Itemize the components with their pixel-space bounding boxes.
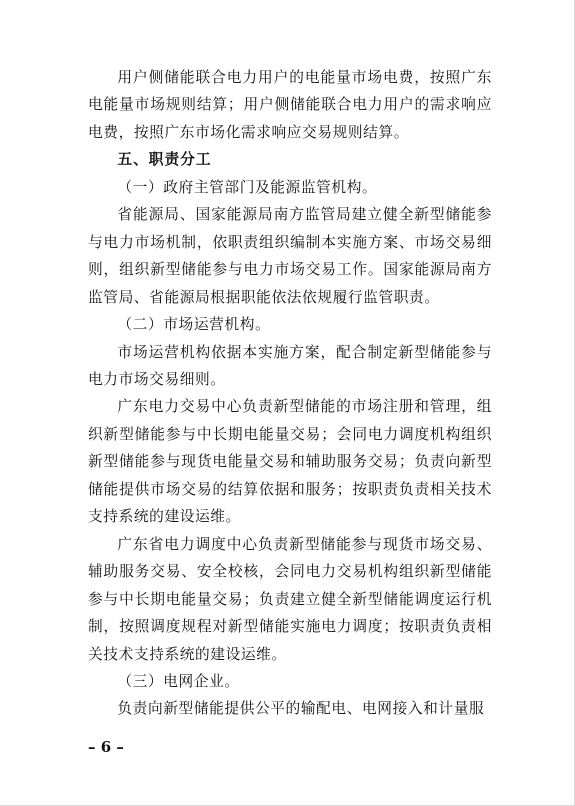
subheading-market-operators: （二）市场运营机构。 (117, 316, 271, 334)
page-number: – 6 – (88, 738, 124, 756)
paragraph-settlement: 用户侧储能联合电力用户的电能量市场电费，按照广东电能量市场规则结算；用户侧储能联合电力用户的需求响应电费，按照广东市场化需求响应交易规则结算。 (88, 69, 492, 141)
paragraph-grid-enterprises: 负责向新型储能提供公平的输配电、电网接入和计量服 (117, 700, 485, 718)
subheading-government: （一）政府主管部门及能源监管机构。 (117, 178, 378, 196)
paragraph-trading-center: 广东电力交易中心负责新型储能的市场注册和管理，组织新型储能参与中长期电能量交易；会同电力调度机构组织新型储能参与现货电能量交易和辅助服务交易；负责向新型储能提供市场交易的结算依据和服务；按职责负责相关技术支持系统的建设运维。 (88, 398, 492, 526)
paragraph-dispatch-center: 广东省电力调度中心负责新型储能参与现货市场交易、辅助服务交易、安全校核，会同电力交易机构组织新型储能参与中长期电能量交易；负责建立健全新型储能调度运行机制，按照调度规程对新型储能实施电力调度；按职责负责相关技术支持系统的建设运维。 (88, 535, 492, 663)
document-body (88, 64, 492, 723)
paragraph-market-operators: 市场运营机构依据本实施方案，配合制定新型储能参与电力市场交易细则。 (88, 343, 492, 388)
subheading-grid-enterprises: （三）电网企业。 (117, 672, 240, 690)
section-heading-responsibilities: 五、职责分工 (117, 151, 212, 169)
paragraph-government: 省能源局、国家能源局南方监管局建立健全新型储能参与电力市场机制，依职责组织编制本实施方案、市场交易细则，组织新型储能参与电力市场交易工作。国家能源局南方监管局、省能源局根据职能依法依规履行监管职责。 (88, 206, 492, 306)
